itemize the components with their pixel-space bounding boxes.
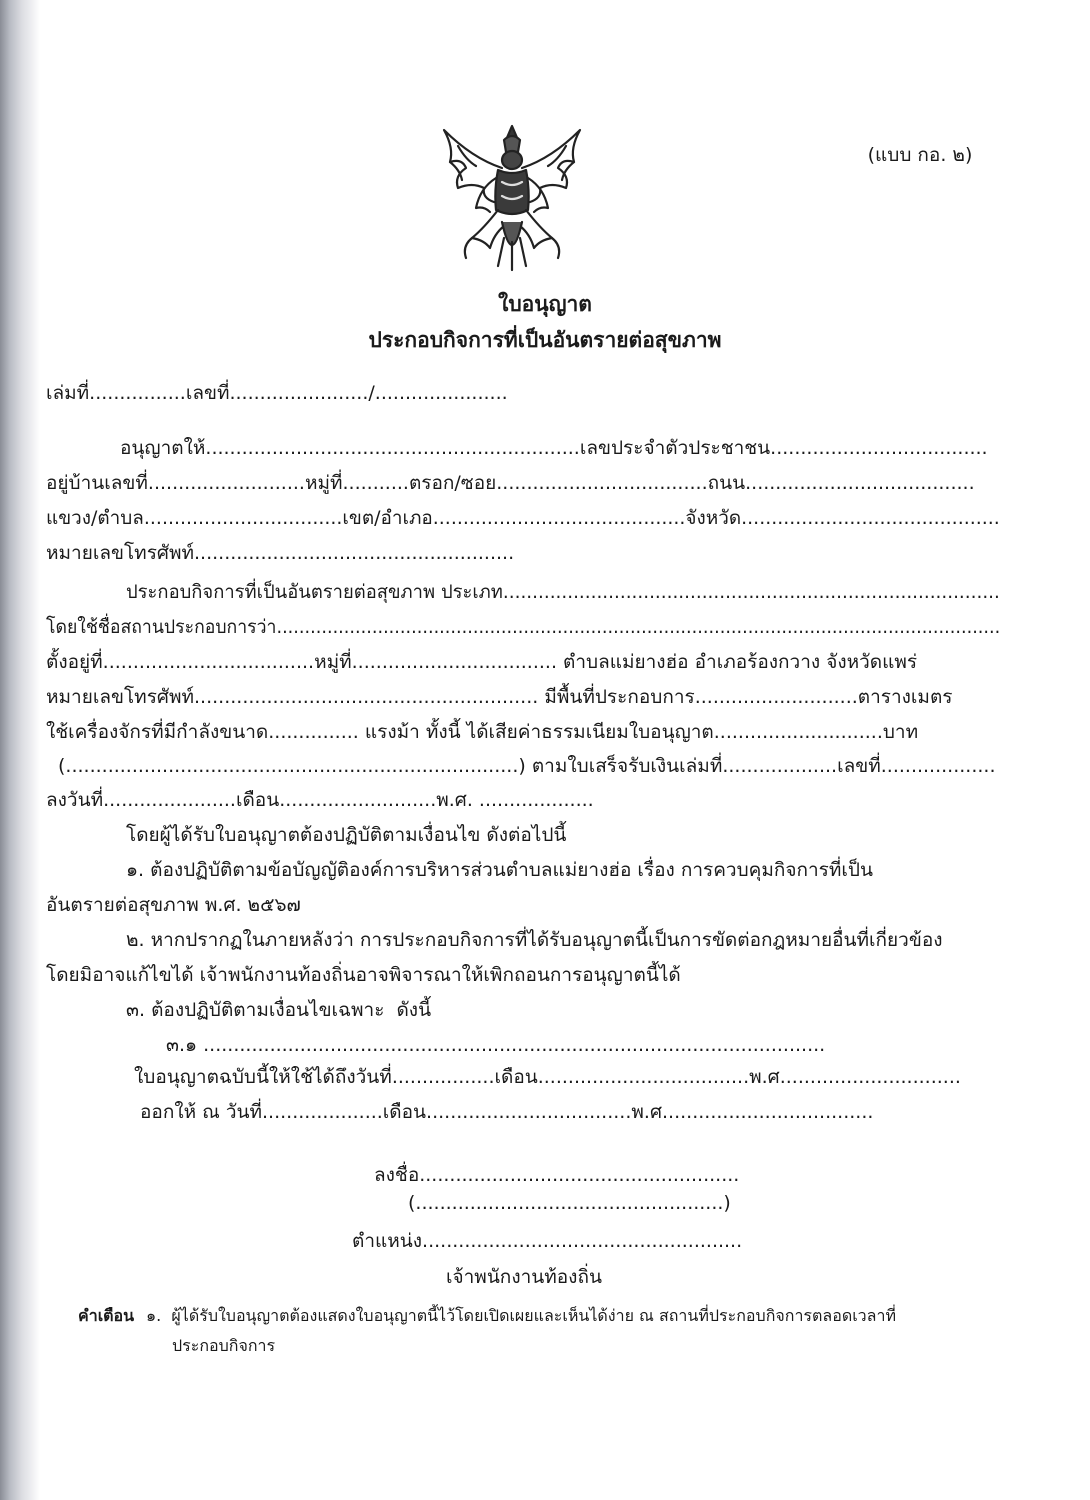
area-line: หมายเลขโทรศัพท์......................................................... มีพื้นที่ประกอบการ...........................ตารางเมตร [46,686,953,708]
business-type-line: ประกอบกิจการที่เป็นอันตรายต่อสุขภาพ ประเภท..................................................................................... [126,581,1000,603]
condition-1-cont: อันตรายต่อสุขภาพ พ.ศ. ๒๕๖๗ [46,894,301,916]
receipt-date-line: ลงวันที่......................เดือน..........................พ.ศ. ................... [46,789,594,811]
condition-3: ๓. ต้องปฏิบัติตามเงื่อนไขเฉพาะ ดังนี้ [126,999,432,1021]
book-number-line: เล่มที่................เลขที่......................./...................... [46,382,508,404]
district-line: แขวง/ตำบล.................................เขต/อำเภอ..........................................จังหวัด........................................... [46,507,1000,529]
establishment-name-line: โดยใช้ชื่อสถานประกอบการว่า................................................................................................................................. [46,616,1001,638]
license-subtitle: ประกอบกิจการที่เป็นอันตรายต่อสุขภาพ [368,328,722,352]
receipt-line: (...........................................................................) ตามใบเสร็จรับเงินเล่มที่...................เลขที่................... [58,755,996,777]
garuda-emblem-icon [432,118,592,282]
address-line: อยู่บ้านเลขที่..........................หมู่ที่...........ตรอก/ซอย...................................ถนน...................................... [46,472,975,494]
validity-line: ใบอนุญาตฉบับนี้ให้ใช้ได้ถึงวันที่.................เดือน...................................พ.ศ.............................. [134,1066,961,1088]
warning-item-1: ๑. ผู้ได้รับใบอนุญาตต้องแสดงใบอนุญาตนี้ไว้โดยเปิดเผยและเห็นได้ง่าย ณ สถานที่ประกอบกิจการตลอดเวลาที่ [146,1306,896,1325]
location-line: ตั้งอยู่ที่...................................หมู่ที่.................................. ตำบลแม่ยางฮ่อ อำเภอร้องกวาง จังหวัดแพร่ [46,651,918,673]
condition-3-1: ๓.๑ ....................................................................................................... [166,1034,826,1056]
condition-1: ๑. ต้องปฏิบัติตามข้อบัญญัติองค์การบริหารส่วนตำบลแม่ยางฮ่อ เรื่อง การควบคุมกิจการที่เป็น [126,859,873,881]
form-code: (แบบ กอ. ๒) [867,144,973,166]
warning-item-1-cont: ประกอบกิจการ [172,1336,276,1355]
license-title: ใบอนุญาต [498,292,592,316]
issue-date-line: ออกให้ ณ วันที่....................เดือน..................................พ.ศ................................... [140,1101,874,1123]
licensee-name-line: อนุญาตให้..............................................................เลขประจำตัวประชาชน.................................... [120,437,988,459]
condition-2-cont: โดยมิอาจแก้ไขได้ เจ้าพนักงานท้องถิ่นอาจพิจารณาให้เพิกถอนการอนุญาตนี้ได้ [46,964,681,986]
machinery-fee-line: ใช้เครื่องจักรที่มีกำลังขนาด............... แรงม้า ทั้งนี้ ได้เสียค่าธรรมเนียมใบอนุญาต............................บาท [46,721,919,743]
conditions-intro: โดยผู้ได้รับใบอนุญาตต้องปฏิบัติตามเงื่อนไข ดังต่อไปนี้ [126,824,567,846]
condition-2: ๒. หากปรากฏในภายหลังว่า การประกอบกิจการที่ได้รับอนุญาตนี้เป็นการขัดต่อกฎหมายอื่นที่เกี่ยวข้อง [126,929,943,951]
signature-line: ลงชื่อ..................................................... [374,1164,740,1186]
phone-line: หมายเลขโทรศัพท์..................................................... [46,542,515,564]
signature-name-line: (...................................................) [408,1192,731,1214]
warning-label: คำเตือน [78,1306,135,1325]
official-title: เจ้าพนักงานท้องถิ่น [446,1266,602,1288]
position-line: ตำแหน่ง..................................................... [352,1230,743,1252]
